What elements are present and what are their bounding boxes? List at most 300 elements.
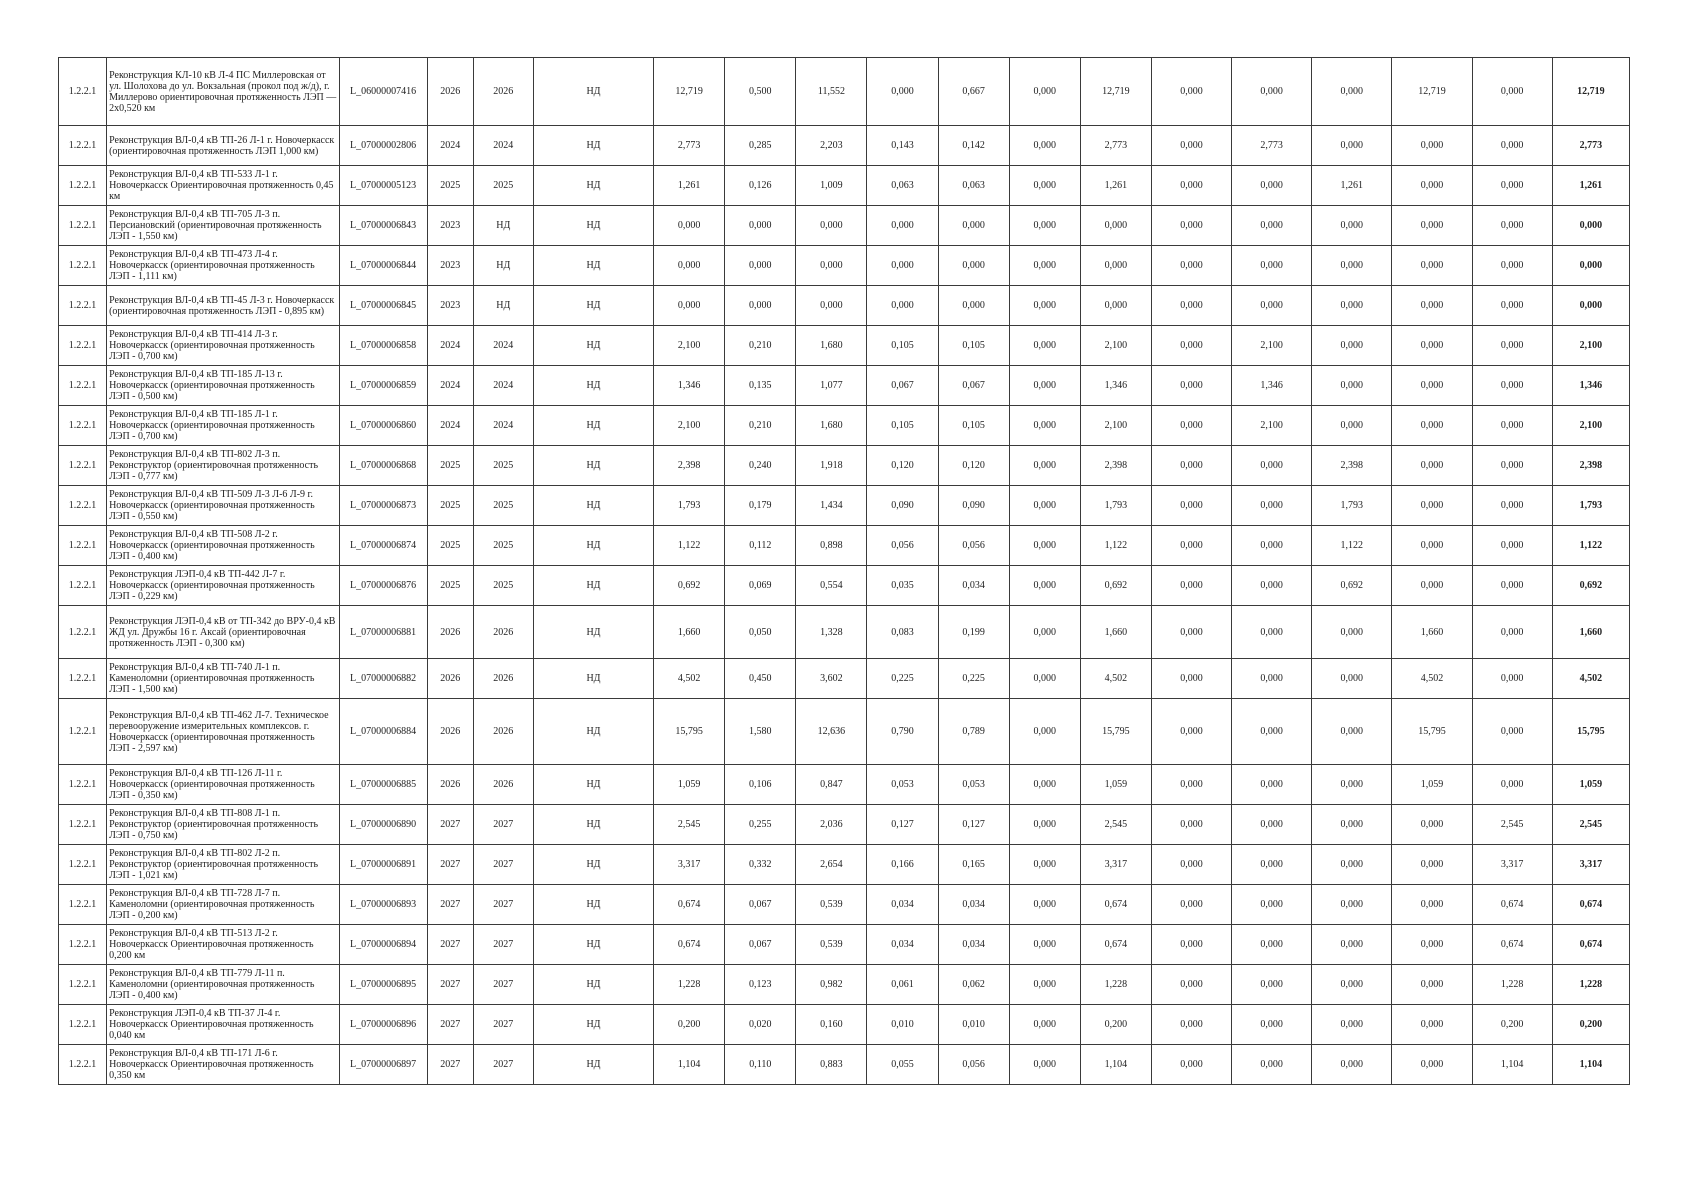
value-year-2027: 0,000 (1472, 58, 1552, 126)
start-year: 2026 (427, 606, 473, 659)
value-total: 1,104 (654, 1045, 725, 1085)
value-reserve: 0,000 (1009, 1005, 1080, 1045)
row-number: 1.2.2.1 (59, 699, 107, 765)
project-description: Реконструкция ВЛ-0,4 кВ ТП-802 Л-2 п. Реконструктор (ориентировочная протяженность ЛЭП - 1,021 км) (107, 845, 339, 885)
value-year-2026: 0,000 (1392, 446, 1472, 486)
status-nd: НД (533, 805, 653, 845)
value-year-2024: 0,000 (1232, 606, 1312, 659)
value-year-2024: 2,100 (1232, 326, 1312, 366)
project-code: L_07000006893 (339, 885, 427, 925)
value-total: 12,719 (654, 58, 725, 126)
value-year-2023: 0,000 (1151, 699, 1231, 765)
value-smr: 0,847 (796, 765, 867, 805)
value-year-2025: 0,000 (1312, 659, 1392, 699)
value-other: 0,090 (938, 486, 1009, 526)
value-grand-total: 1,346 (1552, 366, 1629, 406)
value-reserve: 0,000 (1009, 805, 1080, 845)
value-reserve: 0,000 (1009, 126, 1080, 166)
project-code: L_07000006885 (339, 765, 427, 805)
value-year-2026: 0,000 (1392, 965, 1472, 1005)
value-pir: 0,255 (725, 805, 796, 845)
value-grand-total: 1,122 (1552, 526, 1629, 566)
value-reserve: 0,000 (1009, 326, 1080, 366)
start-year: 2024 (427, 326, 473, 366)
table-row (59, 925, 1630, 965)
row-number: 1.2.2.1 (59, 366, 107, 406)
value-equipment: 0,105 (867, 406, 938, 446)
value-grand-total: 2,545 (1552, 805, 1629, 845)
value-year-2027: 0,000 (1472, 446, 1552, 486)
value-year-2024: 0,000 (1232, 699, 1312, 765)
value-reserve: 0,000 (1009, 765, 1080, 805)
value-year-2026: 0,000 (1392, 326, 1472, 366)
value-year-2027: 1,228 (1472, 965, 1552, 1005)
value-year-2025: 0,000 (1312, 699, 1392, 765)
status-nd: НД (533, 606, 653, 659)
project-code: L_07000006858 (339, 326, 427, 366)
start-year: 2025 (427, 566, 473, 606)
value-sum: 1,261 (1080, 166, 1151, 206)
value-equipment: 0,143 (867, 126, 938, 166)
end-year: НД (473, 246, 533, 286)
value-smr: 1,680 (796, 406, 867, 446)
value-year-2023: 0,000 (1151, 885, 1231, 925)
status-nd: НД (533, 566, 653, 606)
value-sum: 0,200 (1080, 1005, 1151, 1045)
value-year-2026: 0,000 (1392, 286, 1472, 326)
value-equipment: 0,105 (867, 326, 938, 366)
row-number: 1.2.2.1 (59, 246, 107, 286)
value-total: 0,200 (654, 1005, 725, 1045)
start-year: 2027 (427, 885, 473, 925)
value-sum: 0,674 (1080, 925, 1151, 965)
value-total: 1,059 (654, 765, 725, 805)
value-smr: 1,918 (796, 446, 867, 486)
value-sum: 0,000 (1080, 286, 1151, 326)
value-grand-total: 1,104 (1552, 1045, 1629, 1085)
value-total: 2,545 (654, 805, 725, 845)
end-year: 2024 (473, 406, 533, 446)
value-year-2026: 0,000 (1392, 486, 1472, 526)
table-row (59, 446, 1630, 486)
value-year-2026: 0,000 (1392, 526, 1472, 566)
value-year-2023: 0,000 (1151, 1005, 1231, 1045)
end-year: 2027 (473, 925, 533, 965)
start-year: 2027 (427, 805, 473, 845)
row-number: 1.2.2.1 (59, 206, 107, 246)
value-smr: 1,009 (796, 166, 867, 206)
value-year-2027: 0,000 (1472, 566, 1552, 606)
start-year: 2023 (427, 206, 473, 246)
value-year-2025: 1,793 (1312, 486, 1392, 526)
end-year: 2026 (473, 765, 533, 805)
project-description: Реконструкция ВЛ-0,4 кВ ТП-45 Л-3 г. Новочеркасск (ориентировочная протяженность ЛЭП - 0,895 км) (107, 286, 339, 326)
value-reserve: 0,000 (1009, 486, 1080, 526)
value-other: 0,105 (938, 326, 1009, 366)
table-row (59, 166, 1630, 206)
value-grand-total: 2,100 (1552, 326, 1629, 366)
value-sum: 1,059 (1080, 765, 1151, 805)
value-sum: 1,228 (1080, 965, 1151, 1005)
value-equipment: 0,000 (867, 206, 938, 246)
value-smr: 0,982 (796, 965, 867, 1005)
row-number: 1.2.2.1 (59, 406, 107, 446)
end-year: 2027 (473, 965, 533, 1005)
table-row (59, 765, 1630, 805)
value-equipment: 0,000 (867, 286, 938, 326)
value-year-2026: 0,000 (1392, 366, 1472, 406)
value-reserve: 0,000 (1009, 58, 1080, 126)
value-other: 0,067 (938, 366, 1009, 406)
value-other: 0,199 (938, 606, 1009, 659)
project-description: Реконструкция ВЛ-0,4 кВ ТП-126 Л-11 г. Новочеркасск (ориентировочная протяженность ЛЭП - 0,350 км) (107, 765, 339, 805)
value-year-2024: 0,000 (1232, 925, 1312, 965)
project-code: L_07000006859 (339, 366, 427, 406)
value-other: 0,053 (938, 765, 1009, 805)
project-code: L_07000006896 (339, 1005, 427, 1045)
project-code: L_07000006882 (339, 659, 427, 699)
value-smr: 0,883 (796, 1045, 867, 1085)
value-year-2025: 0,000 (1312, 965, 1392, 1005)
value-year-2026: 0,000 (1392, 206, 1472, 246)
value-equipment: 0,000 (867, 58, 938, 126)
row-number: 1.2.2.1 (59, 1045, 107, 1085)
value-year-2023: 0,000 (1151, 246, 1231, 286)
value-total: 1,228 (654, 965, 725, 1005)
value-smr: 0,160 (796, 1005, 867, 1045)
value-sum: 1,793 (1080, 486, 1151, 526)
value-year-2023: 0,000 (1151, 406, 1231, 446)
value-reserve: 0,000 (1009, 925, 1080, 965)
value-grand-total: 1,228 (1552, 965, 1629, 1005)
value-smr: 0,539 (796, 885, 867, 925)
value-reserve: 0,000 (1009, 406, 1080, 446)
value-pir: 0,000 (725, 286, 796, 326)
project-code: L_07000006884 (339, 699, 427, 765)
start-year: 2024 (427, 126, 473, 166)
value-equipment: 0,035 (867, 566, 938, 606)
value-other: 0,667 (938, 58, 1009, 126)
start-year: 2026 (427, 699, 473, 765)
value-sum: 0,692 (1080, 566, 1151, 606)
status-nd: НД (533, 659, 653, 699)
status-nd: НД (533, 206, 653, 246)
value-year-2027: 0,000 (1472, 406, 1552, 446)
value-smr: 1,680 (796, 326, 867, 366)
value-year-2024: 0,000 (1232, 1045, 1312, 1085)
value-year-2027: 0,000 (1472, 126, 1552, 166)
value-equipment: 0,790 (867, 699, 938, 765)
value-year-2025: 0,000 (1312, 246, 1392, 286)
row-number: 1.2.2.1 (59, 326, 107, 366)
value-pir: 0,240 (725, 446, 796, 486)
value-equipment: 0,053 (867, 765, 938, 805)
value-grand-total: 15,795 (1552, 699, 1629, 765)
value-equipment: 0,063 (867, 166, 938, 206)
end-year: 2026 (473, 58, 533, 126)
value-sum: 2,100 (1080, 326, 1151, 366)
table-body (59, 58, 1630, 1085)
value-sum: 0,000 (1080, 206, 1151, 246)
value-other: 0,225 (938, 659, 1009, 699)
project-code: L_07000006876 (339, 566, 427, 606)
value-grand-total: 1,660 (1552, 606, 1629, 659)
value-pir: 0,110 (725, 1045, 796, 1085)
value-grand-total: 2,773 (1552, 126, 1629, 166)
row-number: 1.2.2.1 (59, 765, 107, 805)
value-year-2027: 0,000 (1472, 699, 1552, 765)
value-reserve: 0,000 (1009, 566, 1080, 606)
value-grand-total: 0,674 (1552, 925, 1629, 965)
value-year-2025: 0,000 (1312, 765, 1392, 805)
value-reserve: 0,000 (1009, 699, 1080, 765)
value-pir: 0,067 (725, 885, 796, 925)
value-year-2027: 0,674 (1472, 885, 1552, 925)
project-description: Реконструкция ВЛ-0,4 кВ ТП-533 Л-1 г. Новочеркасск Ориентировочная протяженность 0,45 км (107, 166, 339, 206)
project-code: L_07000006843 (339, 206, 427, 246)
status-nd: НД (533, 446, 653, 486)
value-year-2027: 0,000 (1472, 246, 1552, 286)
value-equipment: 0,000 (867, 246, 938, 286)
row-number: 1.2.2.1 (59, 486, 107, 526)
project-description: Реконструкция ВЛ-0,4 кВ ТП-802 Л-3 п. Реконструктор (ориентировочная протяженность ЛЭП - 0,777 км) (107, 446, 339, 486)
value-year-2026: 0,000 (1392, 246, 1472, 286)
value-year-2027: 0,000 (1472, 486, 1552, 526)
value-total: 0,692 (654, 566, 725, 606)
value-sum: 1,104 (1080, 1045, 1151, 1085)
end-year: 2025 (473, 446, 533, 486)
row-number: 1.2.2.1 (59, 526, 107, 566)
project-code: L_07000006868 (339, 446, 427, 486)
value-year-2025: 0,000 (1312, 925, 1392, 965)
value-total: 0,000 (654, 206, 725, 246)
value-year-2026: 4,502 (1392, 659, 1472, 699)
row-number: 1.2.2.1 (59, 606, 107, 659)
value-equipment: 0,120 (867, 446, 938, 486)
value-year-2025: 0,000 (1312, 1045, 1392, 1085)
value-smr: 1,328 (796, 606, 867, 659)
value-equipment: 0,225 (867, 659, 938, 699)
start-year: 2027 (427, 845, 473, 885)
value-smr: 3,602 (796, 659, 867, 699)
value-reserve: 0,000 (1009, 885, 1080, 925)
start-year: 2024 (427, 366, 473, 406)
end-year: 2027 (473, 1005, 533, 1045)
table-row (59, 965, 1630, 1005)
end-year: 2025 (473, 566, 533, 606)
end-year: 2024 (473, 366, 533, 406)
row-number: 1.2.2.1 (59, 566, 107, 606)
table-row (59, 366, 1630, 406)
value-total: 0,000 (654, 246, 725, 286)
value-pir: 0,500 (725, 58, 796, 126)
project-code: L_07000005123 (339, 166, 427, 206)
value-reserve: 0,000 (1009, 246, 1080, 286)
row-number: 1.2.2.1 (59, 446, 107, 486)
start-year: 2023 (427, 246, 473, 286)
value-year-2023: 0,000 (1151, 845, 1231, 885)
start-year: 2024 (427, 406, 473, 446)
value-year-2023: 0,000 (1151, 326, 1231, 366)
value-pir: 0,210 (725, 406, 796, 446)
value-smr: 2,654 (796, 845, 867, 885)
value-year-2025: 1,122 (1312, 526, 1392, 566)
value-sum: 15,795 (1080, 699, 1151, 765)
value-other: 0,063 (938, 166, 1009, 206)
status-nd: НД (533, 406, 653, 446)
table-row (59, 58, 1630, 126)
value-grand-total: 0,674 (1552, 885, 1629, 925)
value-pir: 0,210 (725, 326, 796, 366)
value-year-2026: 1,059 (1392, 765, 1472, 805)
value-year-2027: 0,000 (1472, 286, 1552, 326)
start-year: 2025 (427, 486, 473, 526)
status-nd: НД (533, 526, 653, 566)
value-year-2024: 0,000 (1232, 286, 1312, 326)
value-reserve: 0,000 (1009, 166, 1080, 206)
table-row (59, 486, 1630, 526)
value-year-2026: 0,000 (1392, 845, 1472, 885)
value-year-2026: 15,795 (1392, 699, 1472, 765)
value-year-2025: 1,261 (1312, 166, 1392, 206)
value-smr: 0,898 (796, 526, 867, 566)
end-year: 2025 (473, 526, 533, 566)
start-year: 2025 (427, 166, 473, 206)
status-nd: НД (533, 965, 653, 1005)
status-nd: НД (533, 286, 653, 326)
value-grand-total: 12,719 (1552, 58, 1629, 126)
value-pir: 0,126 (725, 166, 796, 206)
project-code: L_07000006894 (339, 925, 427, 965)
value-grand-total: 2,398 (1552, 446, 1629, 486)
status-nd: НД (533, 885, 653, 925)
value-pir: 0,050 (725, 606, 796, 659)
value-year-2024: 0,000 (1232, 965, 1312, 1005)
value-year-2024: 0,000 (1232, 526, 1312, 566)
value-pir: 0,332 (725, 845, 796, 885)
value-year-2024: 0,000 (1232, 566, 1312, 606)
value-year-2024: 0,000 (1232, 446, 1312, 486)
value-pir: 0,450 (725, 659, 796, 699)
value-total: 2,773 (654, 126, 725, 166)
value-grand-total: 0,000 (1552, 286, 1629, 326)
value-other: 0,034 (938, 566, 1009, 606)
row-number: 1.2.2.1 (59, 1005, 107, 1045)
value-grand-total: 0,200 (1552, 1005, 1629, 1045)
value-smr: 0,539 (796, 925, 867, 965)
value-year-2023: 0,000 (1151, 925, 1231, 965)
value-smr: 0,000 (796, 206, 867, 246)
start-year: 2027 (427, 965, 473, 1005)
project-code: L_07000006881 (339, 606, 427, 659)
end-year: 2024 (473, 326, 533, 366)
value-reserve: 0,000 (1009, 286, 1080, 326)
value-year-2025: 0,000 (1312, 58, 1392, 126)
value-total: 0,674 (654, 885, 725, 925)
value-year-2026: 12,719 (1392, 58, 1472, 126)
project-description: Реконструкция ВЛ-0,4 кВ ТП-728 Л-7 п. Каменоломни (ориентировочная протяженность ЛЭП - 0,200 км) (107, 885, 339, 925)
value-reserve: 0,000 (1009, 845, 1080, 885)
value-other: 0,000 (938, 286, 1009, 326)
value-total: 0,000 (654, 286, 725, 326)
value-sum: 3,317 (1080, 845, 1151, 885)
status-nd: НД (533, 486, 653, 526)
value-equipment: 0,055 (867, 1045, 938, 1085)
project-description: Реконструкция ВЛ-0,4 кВ ТП-705 Л-3 п. Персиановский (ориентировочная протяженность ЛЭП - 1,550 км) (107, 206, 339, 246)
value-year-2026: 0,000 (1392, 166, 1472, 206)
table-row (59, 246, 1630, 286)
value-year-2023: 0,000 (1151, 446, 1231, 486)
end-year: 2027 (473, 805, 533, 845)
value-other: 0,056 (938, 1045, 1009, 1085)
status-nd: НД (533, 845, 653, 885)
table-row (59, 566, 1630, 606)
value-year-2024: 0,000 (1232, 206, 1312, 246)
value-other: 0,034 (938, 885, 1009, 925)
project-description: Реконструкция ВЛ-0,4 кВ ТП-740 Л-1 п. Каменоломни (ориентировочная протяженность ЛЭП - 1,500 км) (107, 659, 339, 699)
value-reserve: 0,000 (1009, 446, 1080, 486)
value-equipment: 0,127 (867, 805, 938, 845)
value-smr: 1,077 (796, 366, 867, 406)
value-other: 0,056 (938, 526, 1009, 566)
value-smr: 0,554 (796, 566, 867, 606)
value-smr: 12,636 (796, 699, 867, 765)
value-pir: 1,580 (725, 699, 796, 765)
value-equipment: 0,034 (867, 885, 938, 925)
value-pir: 0,112 (725, 526, 796, 566)
table-row (59, 286, 1630, 326)
value-grand-total: 1,059 (1552, 765, 1629, 805)
value-year-2025: 2,398 (1312, 446, 1392, 486)
start-year: 2027 (427, 1005, 473, 1045)
value-year-2024: 0,000 (1232, 659, 1312, 699)
value-year-2027: 0,000 (1472, 526, 1552, 566)
status-nd: НД (533, 166, 653, 206)
start-year: 2023 (427, 286, 473, 326)
project-description: Реконструкция ВЛ-0,4 кВ ТП-508 Л-2 г. Новочеркасск (ориентировочная протяженность ЛЭП - 0,400 км) (107, 526, 339, 566)
project-description: Реконструкция ВЛ-0,4 кВ ТП-779 Л-11 п. Каменоломни (ориентировочная протяженность ЛЭП - 0,400 км) (107, 965, 339, 1005)
project-description: Реконструкция ВЛ-0,4 кВ ТП-473 Л-4 г. Новочеркасск (ориентировочная протяженность ЛЭП - 1,111 км) (107, 246, 339, 286)
value-year-2024: 0,000 (1232, 765, 1312, 805)
value-total: 4,502 (654, 659, 725, 699)
value-equipment: 0,010 (867, 1005, 938, 1045)
value-year-2024: 1,346 (1232, 366, 1312, 406)
value-pir: 0,067 (725, 925, 796, 965)
table-row (59, 805, 1630, 845)
value-sum: 2,100 (1080, 406, 1151, 446)
table-row (59, 659, 1630, 699)
project-code: L_07000006874 (339, 526, 427, 566)
value-year-2026: 0,000 (1392, 805, 1472, 845)
value-smr: 2,036 (796, 805, 867, 845)
value-year-2026: 0,000 (1392, 1045, 1472, 1085)
status-nd: НД (533, 925, 653, 965)
start-year: 2025 (427, 446, 473, 486)
value-year-2023: 0,000 (1151, 166, 1231, 206)
value-smr: 2,203 (796, 126, 867, 166)
project-code: L_07000006895 (339, 965, 427, 1005)
value-smr: 0,000 (796, 286, 867, 326)
table-row (59, 406, 1630, 446)
value-year-2023: 0,000 (1151, 486, 1231, 526)
project-description: Реконструкция ЛЭП-0,4 кВ от ТП-342 до ВРУ-0,4 кВ ЖД ул. Дружбы 16 г. Аксай (ориентировочная протяженность ЛЭП - 0,300 км) (107, 606, 339, 659)
end-year: 2027 (473, 845, 533, 885)
project-code: L_07000006891 (339, 845, 427, 885)
value-reserve: 0,000 (1009, 965, 1080, 1005)
project-code: L_07000006873 (339, 486, 427, 526)
end-year: 2026 (473, 659, 533, 699)
value-grand-total: 4,502 (1552, 659, 1629, 699)
